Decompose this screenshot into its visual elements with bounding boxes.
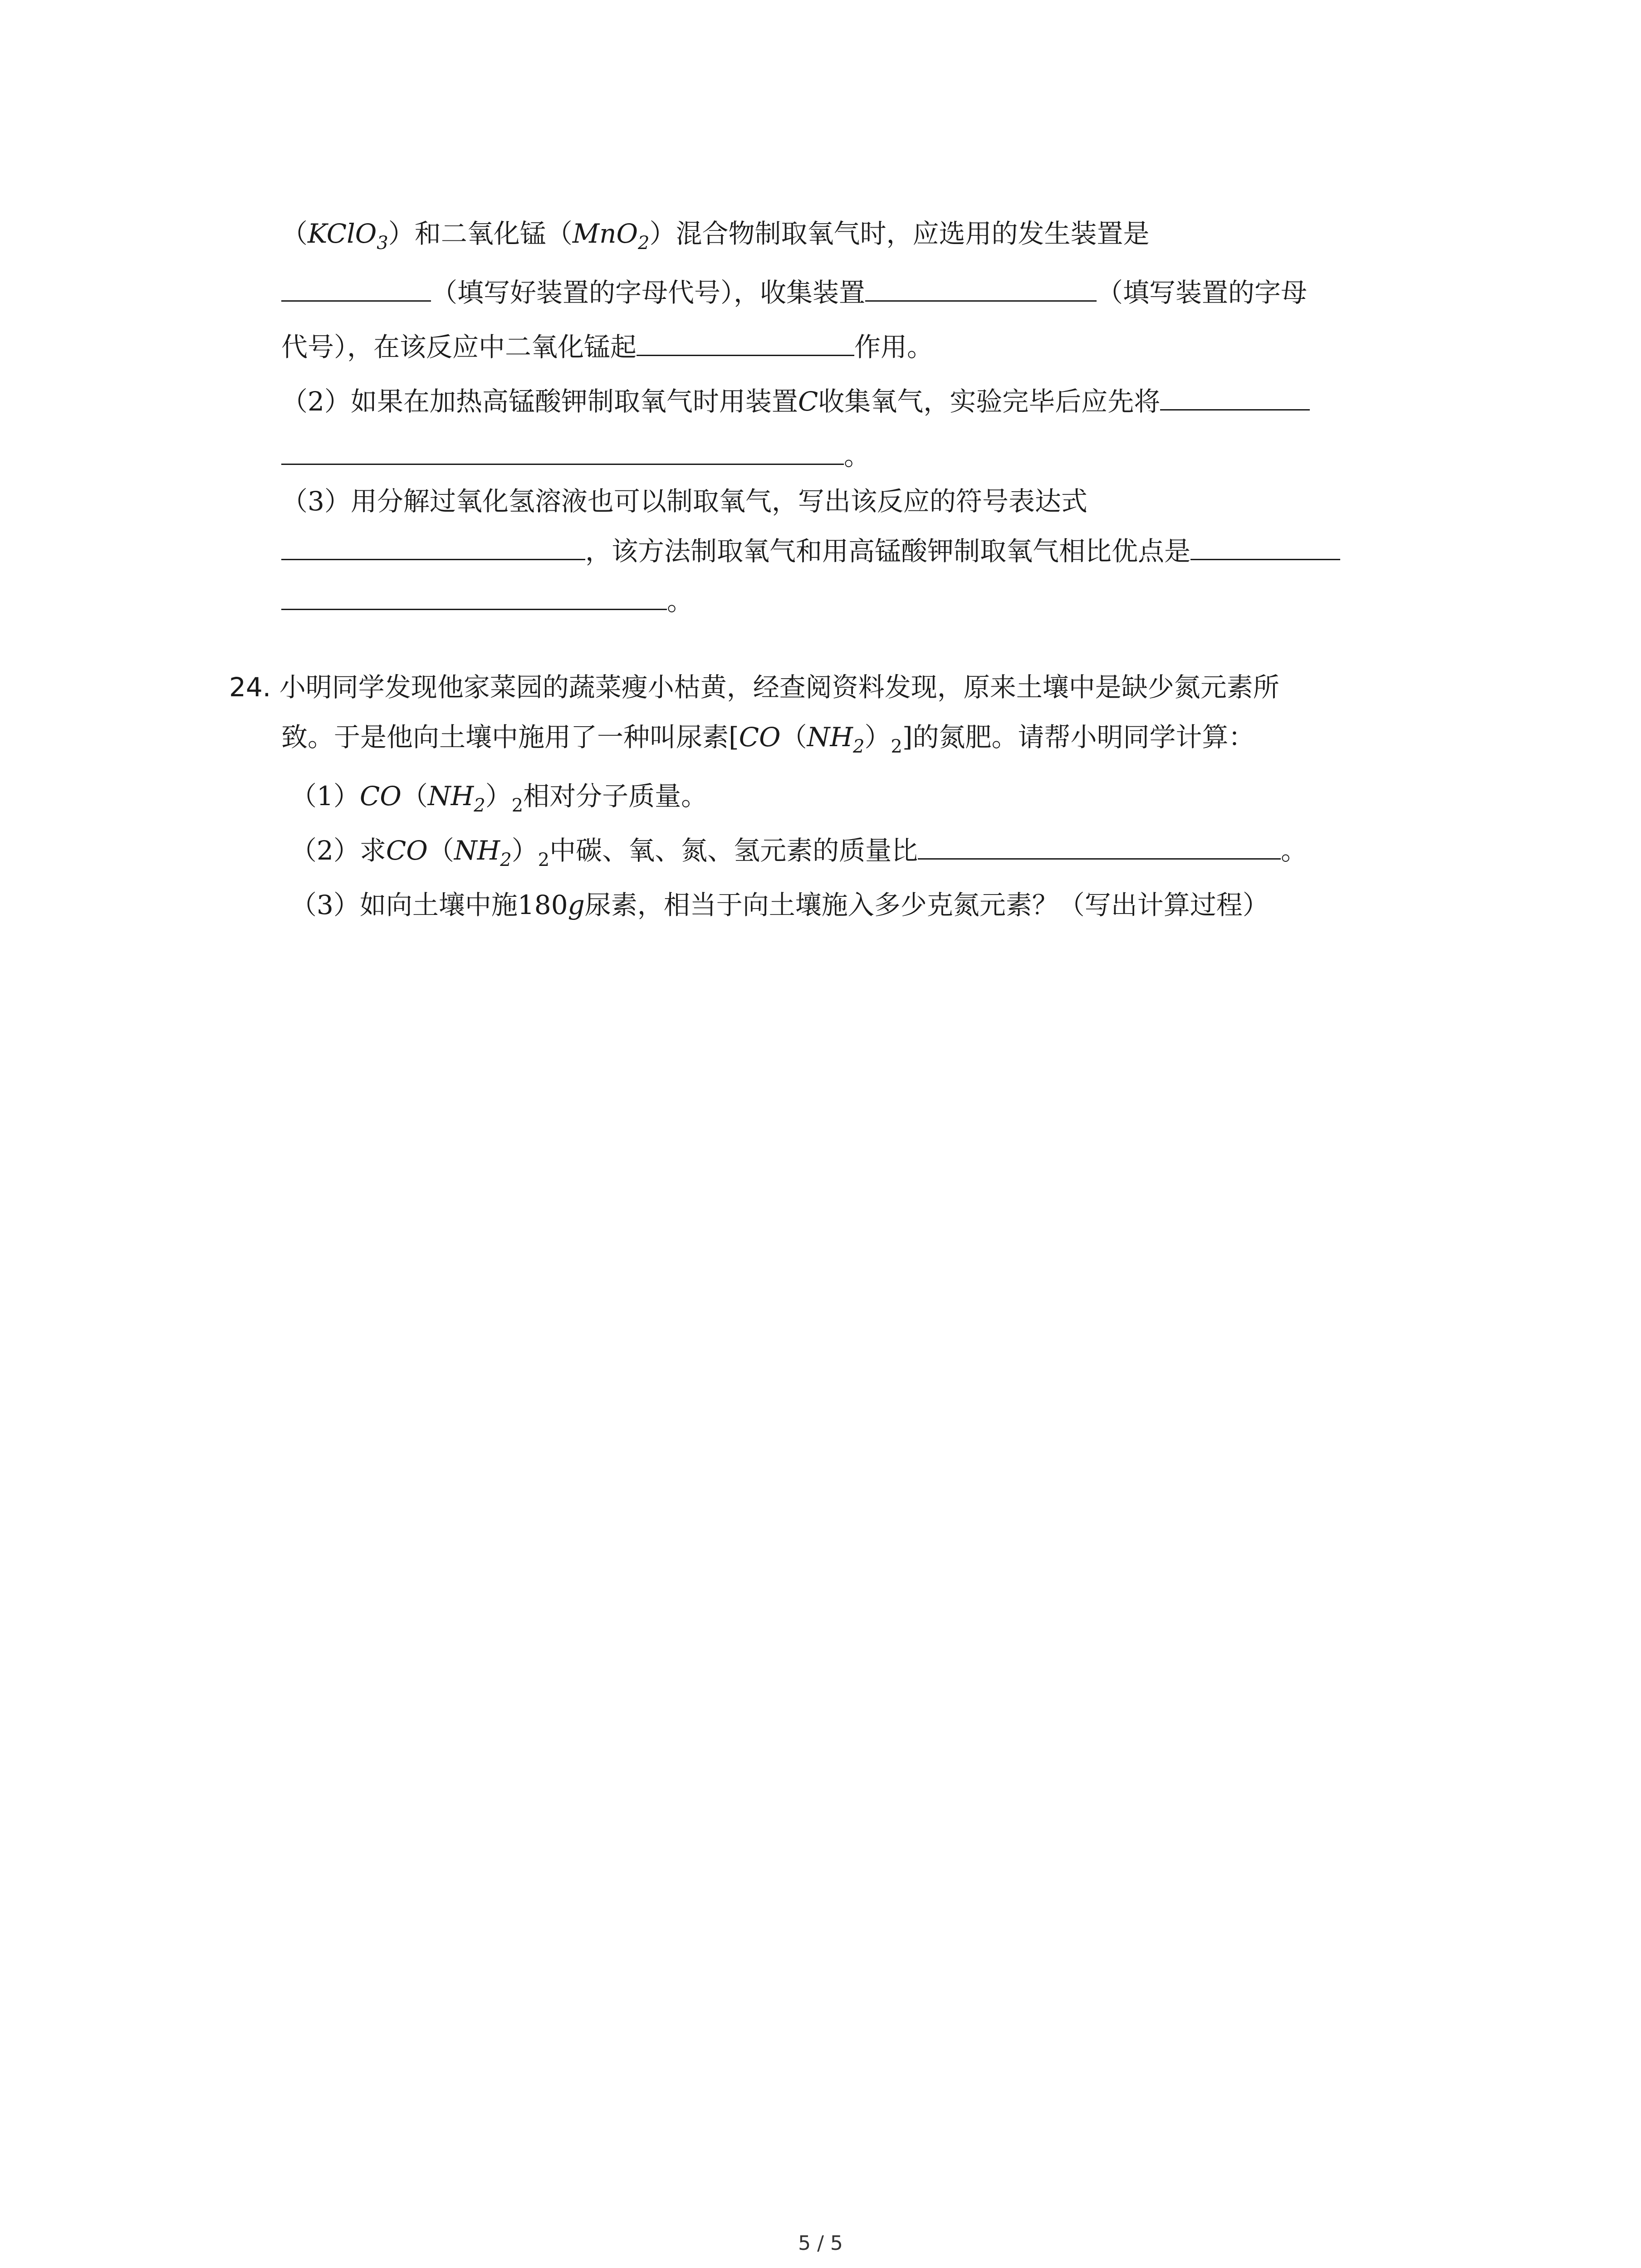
text: 相对分子质量。 <box>523 781 708 811</box>
text: （填写装置的字母 <box>1097 277 1308 308</box>
text: 收集氧气，实验完毕后应先将 <box>818 386 1161 417</box>
formula-co: CO <box>359 781 402 811</box>
formula-nh2: $NH_2$ <box>427 781 485 816</box>
text: ）和二氧化锰（ <box>388 218 573 249</box>
text: （2）如果在加热高锰酸钾制取氧气时用装置 <box>281 386 798 417</box>
q24-line-1 <box>229 671 1279 703</box>
question-number: 24. <box>229 672 271 703</box>
text: 代号），在该反应中二氧化锰起 <box>281 332 637 362</box>
text: 小明同学发现他家菜园的蔬菜瘦小枯黄，经查阅资料发现，原来土壤中是缺少氮元素所 <box>279 672 1279 703</box>
q24-line-3: $(1)CO(NH_2)_2$相对分子质量。 <box>290 781 708 816</box>
answer-blank-first-step-b[interactable] <box>281 440 844 465</box>
answer-blank-advantage-b[interactable] <box>281 585 667 610</box>
answer-blank-equation[interactable] <box>281 535 585 560</box>
unit-g: g <box>568 890 585 920</box>
text: 作用。 <box>854 332 934 362</box>
page-number: 5 / 5 <box>798 2232 843 2255</box>
q23-line-7 <box>281 535 1340 567</box>
answer-blank-mass-ratio[interactable] <box>918 835 1281 860</box>
text: ]的氮肥。请帮小明同学计算： <box>902 722 1255 753</box>
q23-line-8 <box>281 585 693 617</box>
formula-nh2: $NH_2$ <box>807 722 865 757</box>
q23-line-3 <box>281 331 933 363</box>
q23-line-4 <box>281 386 1310 417</box>
q23-line-2 <box>281 277 1307 308</box>
text: 尿素，相当于向土壤施入多少克氮元素？（写出计算过程） <box>584 890 1269 920</box>
formula-nh2: $NH_2$ <box>454 835 512 870</box>
text: 中碳、氧、氮、氢元素的质量比 <box>549 835 918 866</box>
text: （3）用分解过氧化氢溶液也可以制取氧气，写出该反应的符号表达式 <box>281 486 1087 517</box>
q24-line-5: （3）如向土壤中施180g尿素，相当于向土壤施入多少克氮元素？（写出计算过程） <box>290 890 1269 920</box>
text: （ <box>281 218 308 249</box>
device-letter: C <box>798 386 818 417</box>
answer-blank-collector[interactable] <box>865 277 1097 302</box>
formula-mno2: MnO$_2$ <box>572 218 650 254</box>
answer-blank-generator[interactable] <box>281 277 431 302</box>
text: ）混合物制取氧气时，应选用的发生装置是 <box>649 218 1150 249</box>
q24-line-2: 致。于是他向土壤中施用了一种叫尿素$[CO(NH_2)_2]$的氮肥。请帮小明同学计算： <box>281 722 1255 757</box>
text: ，该方法制取氧气和用高锰酸钾制取氧气相比优点是 <box>585 536 1191 567</box>
answer-blank-advantage-a[interactable] <box>1190 535 1340 560</box>
text: （填写好装置的字母代号），收集装置 <box>431 277 866 308</box>
q23-line-6 <box>281 485 1087 517</box>
q23-line-1 <box>281 218 1150 254</box>
formula-kclo3: KClO$_3$ <box>308 218 388 254</box>
answer-blank-first-step-a[interactable] <box>1160 386 1310 411</box>
text: 。 <box>844 440 871 471</box>
q23-line-5 <box>281 440 870 472</box>
answer-blank-mno2-role[interactable] <box>637 331 854 356</box>
q24-line-4: （2）求$CO(NH_2)_2$中碳、氧、氮、氢元素的质量比 。 <box>290 835 1308 870</box>
formula-co: CO <box>739 722 781 753</box>
page-footer <box>0 2232 1641 2255</box>
text: 。 <box>667 586 694 616</box>
text: 致。于是他向土壤中施用了一种叫尿素[ <box>281 722 739 753</box>
formula-co: CO <box>386 835 428 866</box>
